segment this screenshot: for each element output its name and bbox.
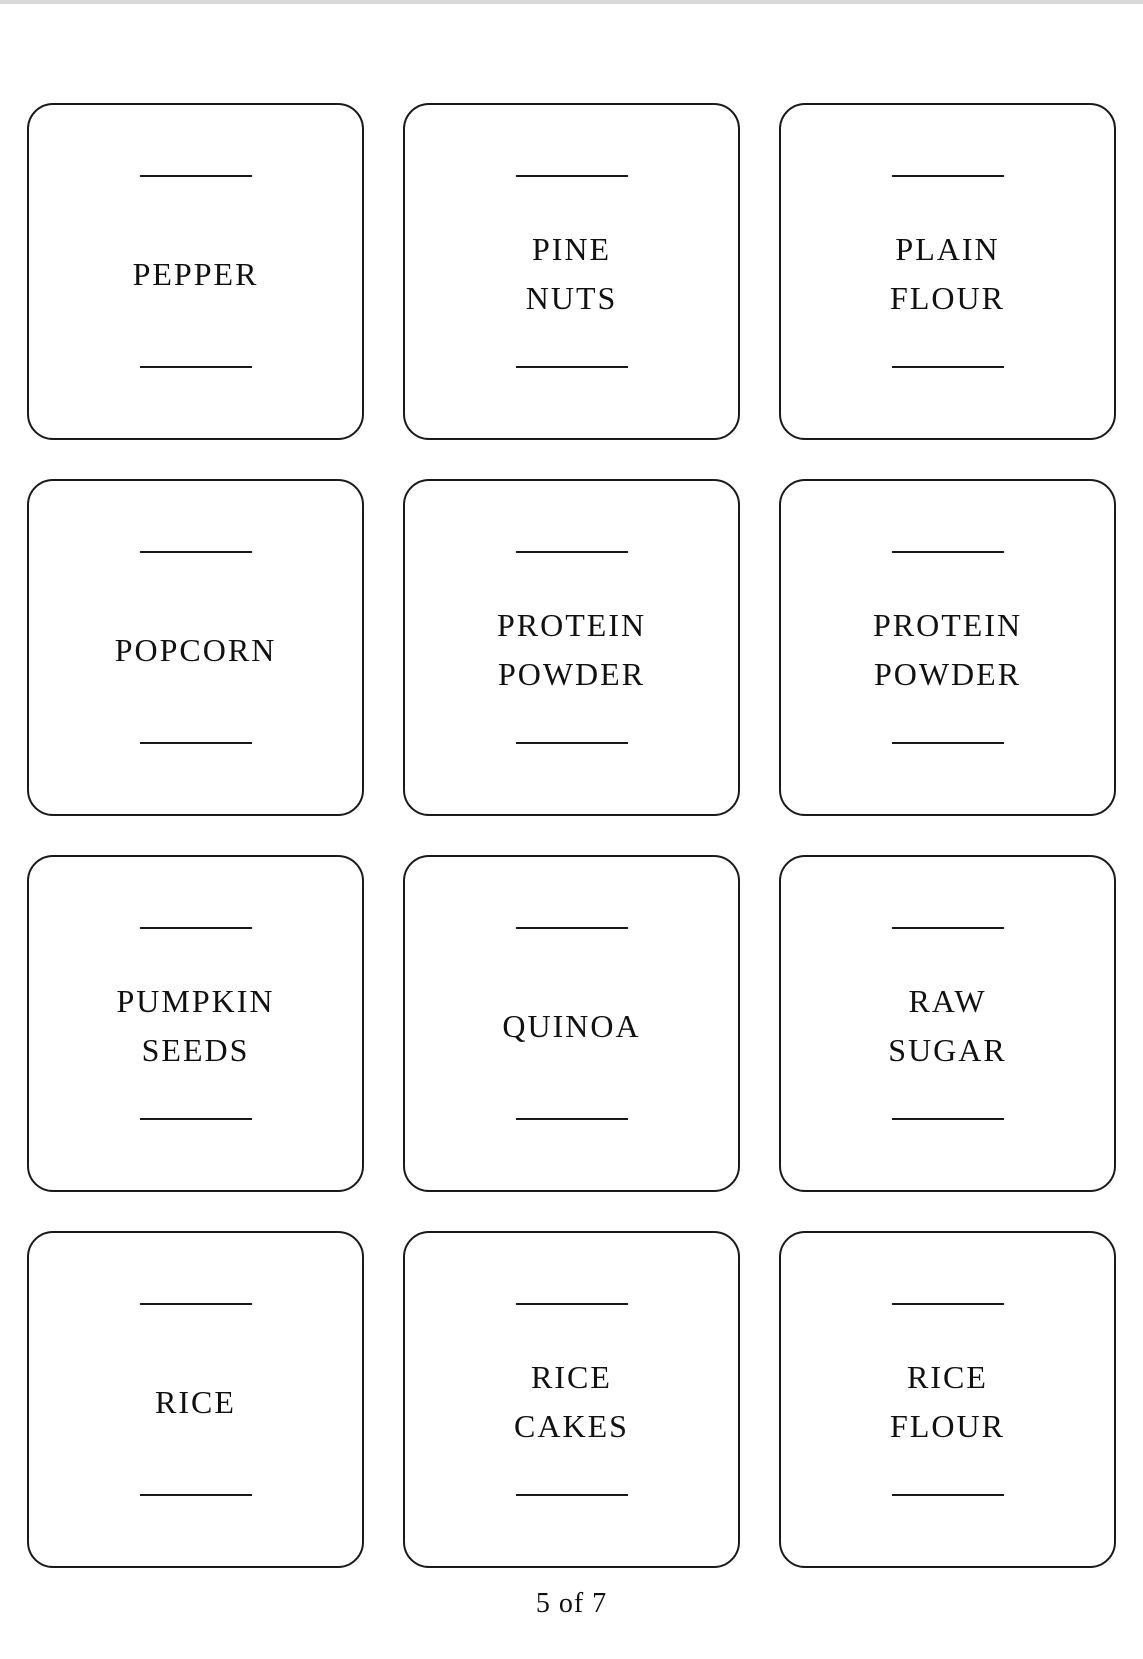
label-name xyxy=(415,581,728,719)
label-card xyxy=(779,479,1116,816)
label-top-rule xyxy=(140,175,252,177)
label-bottom-rule xyxy=(892,1494,1004,1496)
label-bottom-rule xyxy=(516,366,628,368)
label-card xyxy=(779,855,1116,1192)
label-card xyxy=(27,103,364,440)
label-name xyxy=(415,205,728,343)
page-top-rule xyxy=(0,0,1143,4)
label-name xyxy=(39,1333,352,1471)
label-grid xyxy=(27,103,1117,1568)
label-name xyxy=(791,957,1104,1095)
label-line: SUGAR xyxy=(888,1032,1007,1068)
label-line: RAW xyxy=(908,983,987,1019)
label-top-rule xyxy=(892,175,1004,177)
label-name xyxy=(39,581,352,719)
label-line: RICE xyxy=(531,1359,612,1395)
label-top-rule xyxy=(892,551,1004,553)
label-card xyxy=(27,1231,364,1568)
label-bottom-rule xyxy=(140,366,252,368)
label-top-rule xyxy=(516,1303,628,1305)
label-line: PROTEIN xyxy=(496,607,647,643)
label-line: CAKES xyxy=(514,1408,629,1444)
label-line: RICE xyxy=(907,1359,988,1395)
label-line: POWDER xyxy=(873,656,1022,692)
label-bottom-rule xyxy=(516,1494,628,1496)
label-line: PINE xyxy=(531,231,612,267)
label-line: PEPPER xyxy=(132,255,259,292)
label-line: QUINOA xyxy=(502,1007,641,1044)
label-line: RICE xyxy=(155,1383,236,1420)
label-line: FLOUR xyxy=(890,280,1005,316)
label-name xyxy=(415,957,728,1095)
label-card xyxy=(27,479,364,816)
label-card xyxy=(403,103,740,440)
label-line: NUTS xyxy=(525,280,618,316)
label-card xyxy=(403,479,740,816)
label-top-rule xyxy=(516,551,628,553)
label-card xyxy=(27,855,364,1192)
label-top-rule xyxy=(140,551,252,553)
label-line: SEEDS xyxy=(141,1032,250,1068)
label-name xyxy=(791,1333,1104,1471)
label-line: PROTEIN xyxy=(872,607,1023,643)
label-line: PUMPKIN xyxy=(116,983,275,1019)
label-card xyxy=(403,1231,740,1568)
label-bottom-rule xyxy=(516,742,628,744)
label-line: PLAIN xyxy=(895,231,1000,267)
label-top-rule xyxy=(892,1303,1004,1305)
label-bottom-rule xyxy=(516,1118,628,1120)
label-name xyxy=(39,957,352,1095)
label-name xyxy=(415,1333,728,1471)
label-bottom-rule xyxy=(140,742,252,744)
label-top-rule xyxy=(516,175,628,177)
label-card xyxy=(403,855,740,1192)
label-bottom-rule xyxy=(892,1118,1004,1120)
label-card xyxy=(779,1231,1116,1568)
label-top-rule xyxy=(516,927,628,929)
label-line: FLOUR xyxy=(890,1408,1005,1444)
label-name xyxy=(791,581,1104,719)
label-bottom-rule xyxy=(892,366,1004,368)
label-top-rule xyxy=(892,927,1004,929)
label-name xyxy=(791,205,1104,343)
label-top-rule xyxy=(140,1303,252,1305)
page-number: 5 of 7 xyxy=(535,1588,608,1619)
label-top-rule xyxy=(140,927,252,929)
label-line: POPCORN xyxy=(114,631,277,668)
label-card xyxy=(779,103,1116,440)
label-name xyxy=(39,205,352,343)
label-line: POWDER xyxy=(497,656,646,692)
label-bottom-rule xyxy=(140,1118,252,1120)
label-bottom-rule xyxy=(140,1494,252,1496)
label-bottom-rule xyxy=(892,742,1004,744)
